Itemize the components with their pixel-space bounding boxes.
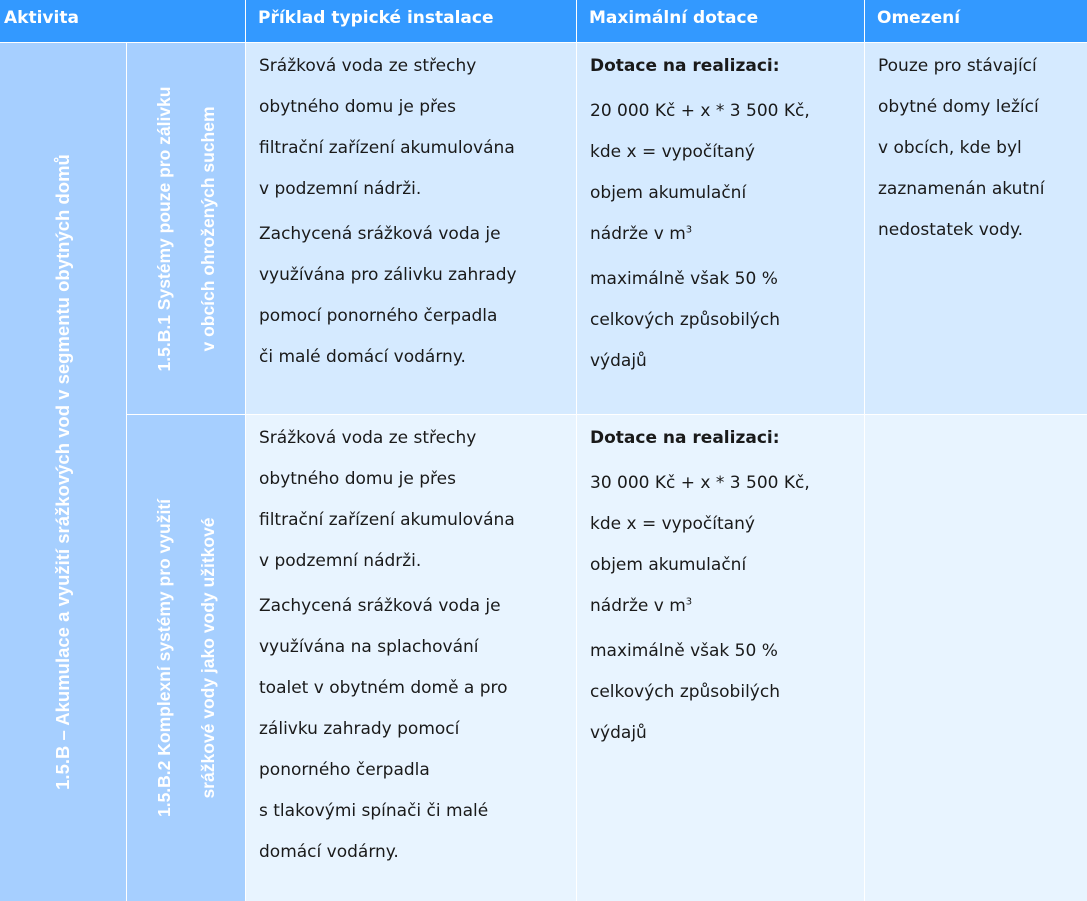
subsidy-2-line: 30 000 Kč + x * 3 500 Kč, xyxy=(590,473,810,493)
subsidy-1-line: celkových způsobilých xyxy=(590,310,780,330)
subsidy-1-volume-line xyxy=(590,214,854,255)
activity-cell xyxy=(0,43,126,901)
example-1-line: filtrační zařízení akumulována xyxy=(259,138,515,158)
subsidy-cell-2 xyxy=(577,415,864,901)
subsidy-2-line: výdajů xyxy=(590,723,647,743)
subsidy-1-line: kde x = vypočítaný xyxy=(590,142,755,162)
example-2-line: Zachycená srážková voda je xyxy=(259,596,501,616)
limits-1-line: nedostatek vody. xyxy=(878,220,1024,240)
subactivity-cell-1 xyxy=(127,43,245,414)
example-2-line: toalet v obytném domě a pro xyxy=(259,678,508,698)
cubic-superscript: 3 xyxy=(685,224,693,236)
example-2-line: filtrační zařízení akumulována xyxy=(259,510,515,530)
example-2-line: v podzemní nádrži. xyxy=(259,551,422,571)
limits-1-line: v obcích, kde byl xyxy=(878,138,1022,158)
example-2-line: s tlakovými spínači či malé xyxy=(259,801,489,821)
subsidy-cell-1 xyxy=(577,43,864,414)
example-1-line: Srážková voda ze střechy xyxy=(259,56,477,76)
example-1-line: Zachycená srážková voda je xyxy=(259,224,501,244)
example-2-line: obytného domu je přes xyxy=(259,469,456,489)
limits-cell-1 xyxy=(865,43,1087,414)
subsidy-1-line: objem akumulační xyxy=(590,183,747,203)
example-2-line: ponorného čerpadla xyxy=(259,760,430,780)
subsidy-2-volume-line xyxy=(590,586,854,627)
limits-1-line: Pouze pro stávající xyxy=(878,56,1037,76)
example-2-line: využívána na splachování xyxy=(259,637,479,657)
example-2-line: Srážková voda ze střechy xyxy=(259,428,477,448)
subsidy-2-volume-text: nádrže v m xyxy=(590,596,686,616)
subsidy-1-line: maximálně však 50 % xyxy=(590,269,778,289)
subsidy-1-volume-text: nádrže v m xyxy=(590,224,686,244)
subactivity-2-line2: srážkové vody jako vody užitkové xyxy=(198,517,218,799)
example-2-line: domácí vodárny. xyxy=(259,842,399,862)
header-activity: Aktivita xyxy=(0,0,245,42)
subsidy-1-heading: Dotace na realizaci: xyxy=(590,56,780,76)
example-1-line: pomocí ponorného čerpadla xyxy=(259,306,498,326)
subsidy-1-line: 20 000 Kč + x * 3 500 Kč, xyxy=(590,101,810,121)
subactivity-label-2 xyxy=(142,499,230,817)
header-max-subsidy: Maximální dotace xyxy=(577,0,864,42)
example-1-line: v podzemní nádrži. xyxy=(259,179,422,199)
example-1-line: využívána pro zálivku zahrady xyxy=(259,265,517,285)
header-example: Příklad typické instalace xyxy=(246,0,576,42)
subactivity-1-line2: v obcích ohrožených suchem xyxy=(198,105,218,352)
subsidy-2-line: objem akumulační xyxy=(590,555,747,575)
activity-label: 1.5.B – Akumulace a využití srážkových vod v segmentu obytných domů xyxy=(52,154,73,790)
example-1-line: obytného domu je přes xyxy=(259,97,456,117)
subsidy-2-line: celkových způsobilých xyxy=(590,682,780,702)
subactivity-2-line1: 1.5.B.2 Komplexní systémy pro využití xyxy=(154,498,174,818)
limits-cell-2 xyxy=(865,415,1087,901)
subactivity-cell-2 xyxy=(127,415,245,901)
example-2-line: zálivku zahrady pomocí xyxy=(259,719,460,739)
header-limits: Omezení xyxy=(865,0,1087,42)
subsidy-1-line: výdajů xyxy=(590,351,647,371)
limits-1-line: zaznamenán akutní xyxy=(878,179,1045,199)
subactivity-label-1 xyxy=(142,86,230,371)
subactivity-1-line1: 1.5.B.1 Systémy pouze pro zálivku xyxy=(154,86,174,371)
subsidy-2-line: kde x = vypočítaný xyxy=(590,514,755,534)
example-1-line: či malé domácí vodárny. xyxy=(259,347,466,367)
subsidy-2-heading: Dotace na realizaci: xyxy=(590,428,780,448)
example-cell-1 xyxy=(246,43,576,414)
subsidy-2-line: maximálně však 50 % xyxy=(590,641,778,661)
limits-1-line: obytné domy ležící xyxy=(878,97,1039,117)
example-cell-2 xyxy=(246,415,576,901)
cubic-superscript: 3 xyxy=(685,596,693,608)
